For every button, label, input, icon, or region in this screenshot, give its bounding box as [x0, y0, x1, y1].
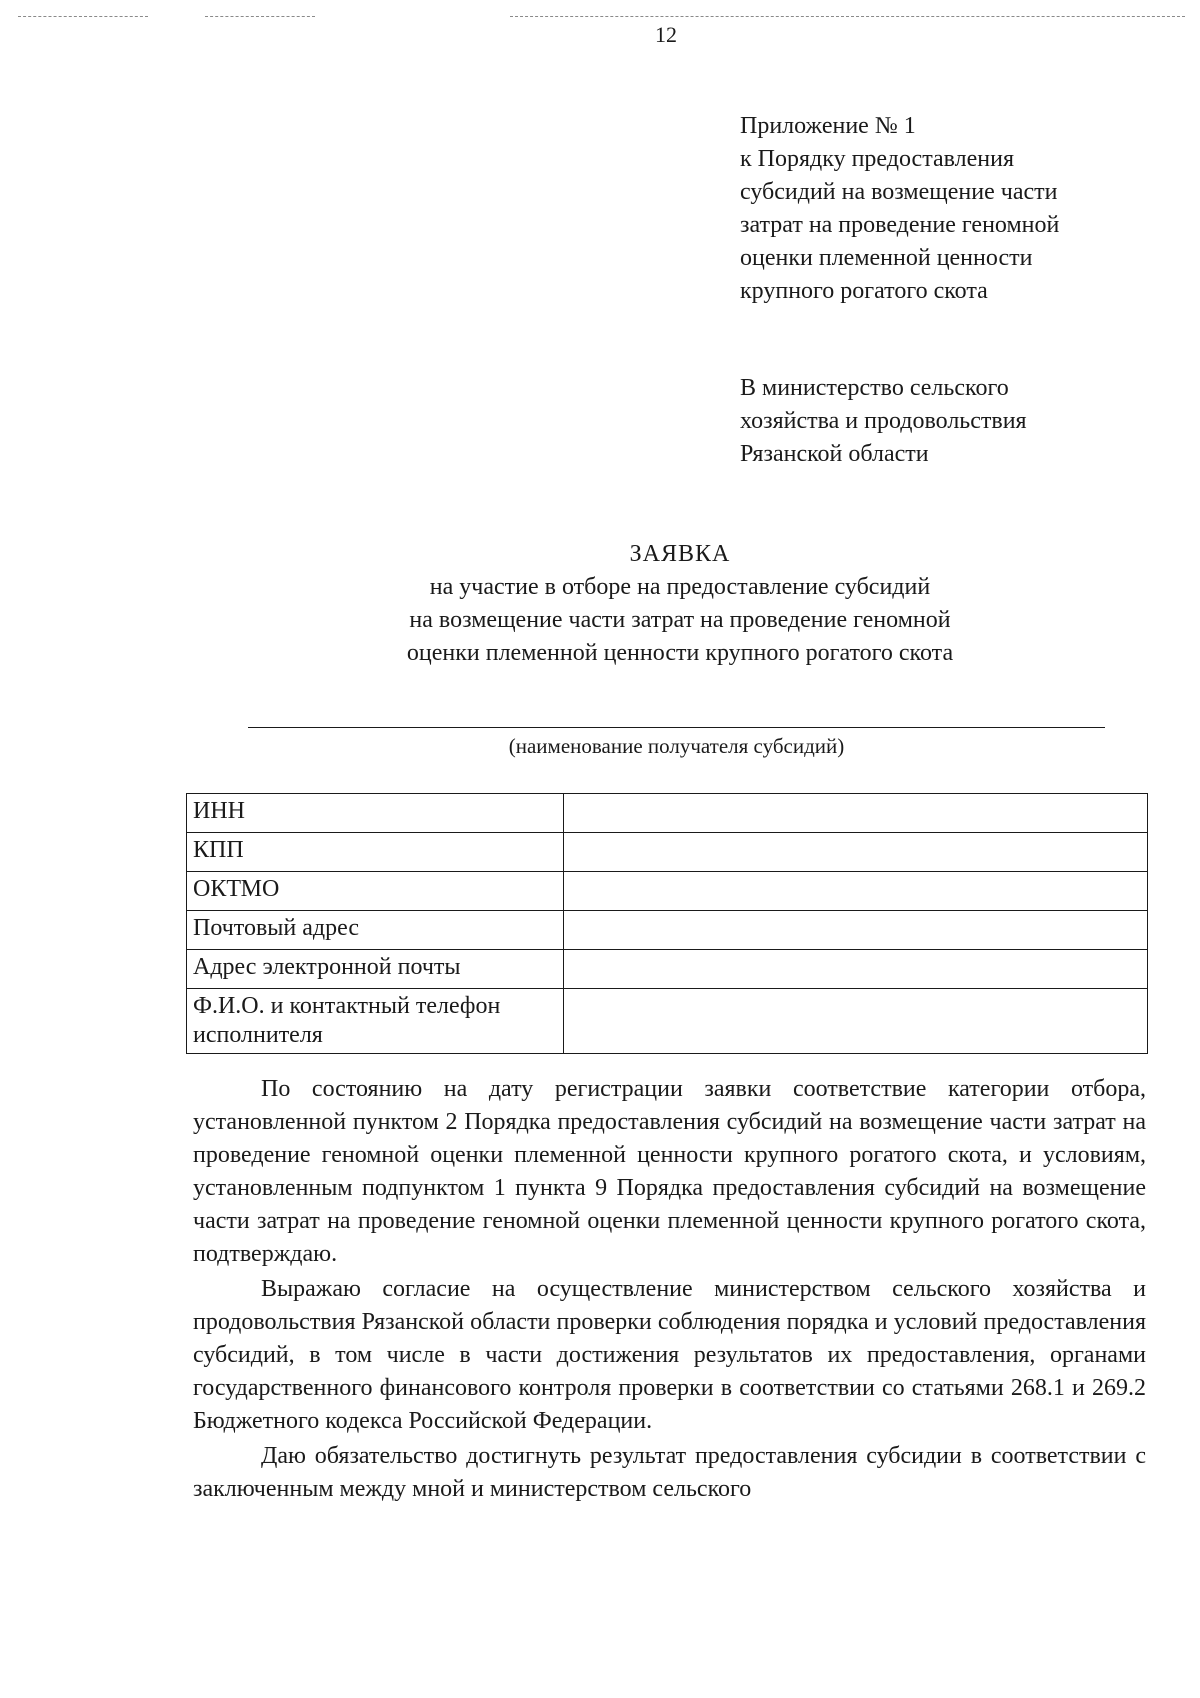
table-row	[187, 950, 1148, 989]
scan-artifact-line	[205, 16, 315, 17]
table-value-postal-address[interactable]	[564, 911, 1148, 950]
appendix-line: крупного рогатого скота	[740, 278, 988, 304]
addressee-line: В министерство сельского	[740, 375, 1009, 401]
paragraph-confirmation: По состоянию на дату регистрации заявки соответствие категории отбора, установленной пунктом 2 Порядка предоставления субсидий на возмещение части затрат на проведение геномной оценки племенной ценности крупного рогатого скота, и условиям, установленным подпунктом 1 пункта 9 Порядка предоставления субсидий на возмещение части затрат на проведение геномной оценки племенной ценности крупного рогатого скота, подтверждаю.	[193, 1076, 1146, 1267]
appendix-line: оценки племенной ценности	[740, 245, 1033, 271]
addressee-line: Рязанской области	[740, 441, 929, 467]
page-number: 12	[655, 22, 677, 47]
applicant-info-table	[186, 793, 1148, 1054]
table-label-kpp: КПП	[187, 833, 564, 872]
recipient-field-caption: (наименование получателя субсидий)	[508, 734, 845, 758]
paragraph-consent: Выражаю согласие на осуществление министерством сельского хозяйства и продовольствия Рязанской области проверки соблюдения порядка и условий предоставления субсидий, в том числе в части достижения результатов их предоставления, органами государственного финансового контроля проверки в соответствии со статьями 268.1 и 269.2 Бюджетного кодекса Российской Федерации.	[193, 1276, 1146, 1434]
appendix-header	[740, 110, 1160, 308]
addressee-line: хозяйства и продовольствия	[740, 408, 1027, 434]
table-value-inn[interactable]	[564, 794, 1148, 833]
appendix-line: к Порядку предоставления	[740, 146, 1015, 172]
table-label-contact-person: Ф.И.О. и контактный телефон исполнителя	[187, 989, 564, 1054]
table-value-oktmo[interactable]	[564, 872, 1148, 911]
table-row	[187, 833, 1148, 872]
table-label-postal-address: Почтовый адрес	[187, 911, 564, 950]
appendix-line: Приложение № 1	[740, 113, 916, 139]
table-row	[187, 794, 1148, 833]
table-label-inn: ИНН	[187, 794, 564, 833]
appendix-line: затрат на проведение геномной	[740, 212, 1060, 238]
table-row	[187, 911, 1148, 950]
table-value-email[interactable]	[564, 950, 1148, 989]
table-row	[187, 872, 1148, 911]
table-label-oktmo: ОКТМО	[187, 872, 564, 911]
document-subtitle-line: оценки племенной ценности крупного рогатого скота	[406, 640, 954, 666]
document-title-block	[180, 538, 1180, 670]
scan-artifact-line	[510, 16, 1185, 17]
scan-artifact-line	[18, 16, 148, 17]
recipient-name-field[interactable]	[248, 727, 1105, 728]
table-row	[187, 989, 1148, 1054]
addressee-block	[740, 372, 1160, 471]
document-title: ЗАЯВКА	[629, 541, 731, 567]
document-subtitle-line: на участие в отборе на предоставление субсидий	[429, 574, 931, 600]
table-value-kpp[interactable]	[564, 833, 1148, 872]
document-subtitle-line: на возмещение части затрат на проведение геномной	[409, 607, 951, 633]
body-text	[193, 1073, 1146, 1508]
appendix-line: субсидий на возмещение части	[740, 179, 1058, 205]
table-value-contact-person[interactable]	[564, 989, 1148, 1054]
paragraph-obligation: Даю обязательство достигнуть результат предоставления субсидии в соответствии с заключенным между мной и министерством сельского	[193, 1443, 1146, 1502]
table-label-email: Адрес электронной почты	[187, 950, 564, 989]
